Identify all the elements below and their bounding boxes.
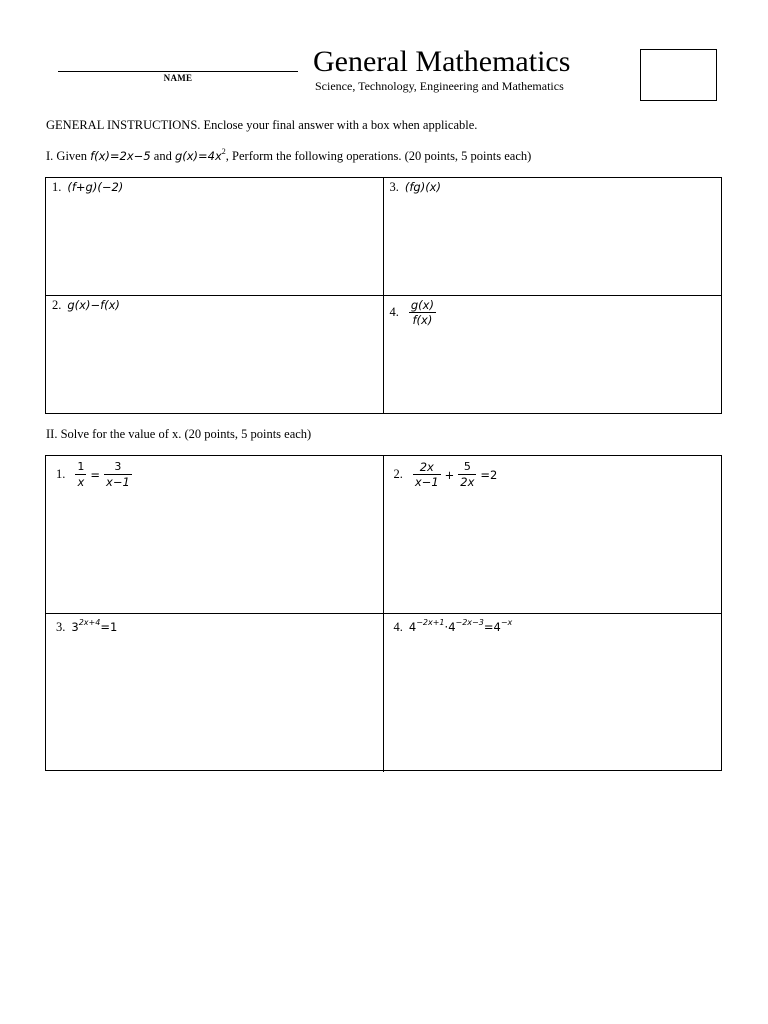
part1-q4[interactable] (384, 296, 722, 414)
fraction-denominator: 2x (460, 475, 475, 489)
plus-sign: + (444, 467, 455, 482)
g-exponent: 2 (221, 147, 226, 156)
question-number: 2. (393, 467, 403, 481)
part1-q1[interactable] (46, 178, 384, 296)
equation-rhs: =2 (480, 467, 498, 482)
part1-q2[interactable] (46, 296, 384, 414)
part2-heading: II. Solve for the value of x. (20 points, 5 points each) (46, 427, 312, 441)
part2-q3[interactable] (46, 614, 384, 772)
name-label: NAME (163, 73, 193, 83)
fraction-denominator: x−1 (414, 475, 439, 489)
part2-q4[interactable] (384, 614, 722, 772)
part1-grid (45, 177, 722, 414)
question-expression: g(x)−f(x) (67, 298, 120, 312)
part1-lead: I. Given (46, 149, 87, 163)
fraction-denominator: x−1 (106, 475, 130, 489)
question-expression: (fg)(x) (404, 180, 441, 194)
part1-prompt (46, 147, 531, 164)
exponent-base: 3 (71, 620, 79, 634)
part1-q3[interactable] (384, 178, 722, 296)
fraction-numerator: 5 (458, 460, 476, 475)
equals-sign: = (90, 467, 101, 482)
fraction (413, 460, 441, 489)
fraction (458, 460, 476, 489)
page-subtitle: Science, Technology, Engineering and Mathematics (315, 79, 564, 93)
question-number: 3. (56, 620, 66, 634)
and-word: and (153, 149, 172, 163)
score-box (640, 49, 717, 101)
question-number: 4. (389, 305, 399, 319)
part2-grid (45, 455, 722, 771)
exponent: −x (500, 618, 513, 627)
part2-q2[interactable] (384, 456, 722, 614)
fraction-numerator: 2x (413, 460, 441, 475)
question-number: 3. (389, 180, 399, 194)
equation-rhs: =1 (100, 620, 118, 634)
part2-q1[interactable] (46, 456, 384, 614)
f-definition: f(x)=2x−5 (90, 149, 151, 163)
exponent-base: 4 (408, 620, 417, 634)
question-expression: (f+g)(−2) (67, 180, 124, 194)
g-definition: g(x)=4x (174, 149, 222, 163)
fraction (75, 460, 86, 489)
exponent-base: 4 (493, 620, 501, 634)
part1-tail: , Perform the following operations. (20 points, 5 points each) (225, 149, 532, 163)
equals-sign: = (483, 620, 494, 634)
question-number: 4. (393, 620, 403, 634)
exponent: 2x+4 (78, 618, 101, 627)
question-number: 1. (52, 180, 62, 194)
exponent-base: 4 (448, 620, 456, 634)
fraction-denominator: f(x) (412, 313, 433, 327)
fraction-denominator: x (77, 475, 85, 489)
fraction (104, 460, 132, 489)
fraction (409, 298, 436, 327)
dot-operator: · (444, 620, 449, 634)
name-line[interactable] (58, 71, 298, 72)
fraction-numerator: 3 (104, 460, 132, 475)
exponent: −2x+1 (416, 618, 445, 627)
general-instructions: GENERAL INSTRUCTIONS. Enclose your final answer with a box when applicable. (46, 118, 478, 132)
question-number: 2. (52, 298, 62, 312)
fraction-numerator: g(x) (410, 298, 434, 312)
question-number: 1. (56, 467, 66, 481)
page-title: General Mathematics (313, 45, 571, 78)
exponent: −2x−3 (455, 618, 484, 627)
fraction-numerator: 1 (77, 460, 85, 473)
